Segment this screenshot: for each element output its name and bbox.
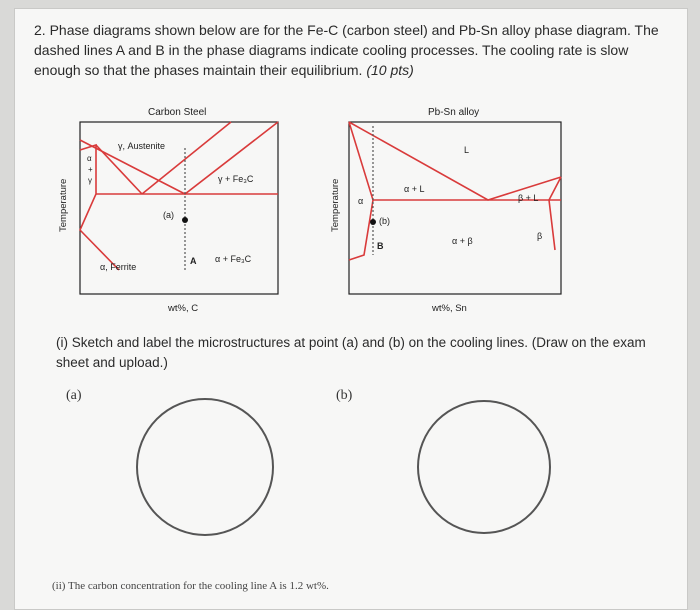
pb-sn-beta-label: β <box>537 231 543 241</box>
question-points: (10 pts) <box>366 62 414 78</box>
pb-sn-point-b-label: (b) <box>379 216 390 226</box>
fe-c-a3-line <box>96 145 142 194</box>
part-i-text: (i) Sketch and label the microstructures at point (a) and (b) on the cooling lines. (Draw on the exam sheet and upload.) <box>56 335 646 370</box>
fe-c-alpha-fe3c-label: α + Fe₃C <box>215 254 252 264</box>
fe-c-xlabel: wt%, C <box>168 303 199 314</box>
fe-c-ylabel: Temperature <box>58 178 69 232</box>
fe-c-line-a-label: A <box>190 256 197 266</box>
fe-c-gamma-fe3c-label: γ + Fe₃C <box>218 174 254 184</box>
answer-label-b: (b) <box>336 388 353 403</box>
pb-sn-liquid-label: L <box>464 145 470 155</box>
pb-sn-alpha-l-label: α + L <box>404 184 425 194</box>
answer-circle-b <box>418 401 550 533</box>
fe-c-point-a <box>182 217 188 223</box>
pb-sn-alpha-beta-label: α + β <box>452 236 473 246</box>
pb-sn-solidus-beta <box>549 177 561 250</box>
pb-sn-frame <box>349 122 561 294</box>
fe-c-point-a-label: (a) <box>163 210 174 220</box>
fe-c-ferrite-label: α, Ferrite <box>100 262 137 272</box>
pb-sn-liquidus <box>349 122 561 200</box>
fe-c-gamma-label: γ <box>88 176 92 185</box>
question-number: 2. <box>34 22 46 38</box>
pb-sn-title: Pb-Sn alloy <box>428 107 480 118</box>
pb-sn-ylabel: Temperature <box>330 178 341 232</box>
answer-label-a: (a) <box>66 388 82 403</box>
pb-sn-point-b <box>370 219 376 225</box>
pb-sn-solidus-alpha <box>349 122 373 260</box>
pb-sn-beta-l-label: β + L <box>518 193 539 203</box>
fe-c-austenite-label: γ, Austenite <box>118 141 166 151</box>
fe-c-title: Carbon Steel <box>148 107 207 118</box>
fe-c-alpha-label: α <box>87 154 92 163</box>
answer-circle-a <box>137 399 273 535</box>
pb-sn-line-b-label: B <box>377 241 384 251</box>
question-body: Phase diagrams shown below are for the Fe-C (carbon steel) and Pb-Sn alloy phase diagram. The dashed lines A and B in the phase diagrams indicate cooling processes. The cooling rate is slow enough so that the phases maintain their equilibrium. <box>34 22 659 78</box>
pb-sn-xlabel: wt%, Sn <box>432 303 467 314</box>
pb-sn-alpha-label: α <box>358 196 364 206</box>
part-ii-text: (ii) The carbon concentration for the cooling line A is 1.2 wt%. <box>52 580 329 592</box>
fe-c-plus-label: + <box>88 165 93 174</box>
